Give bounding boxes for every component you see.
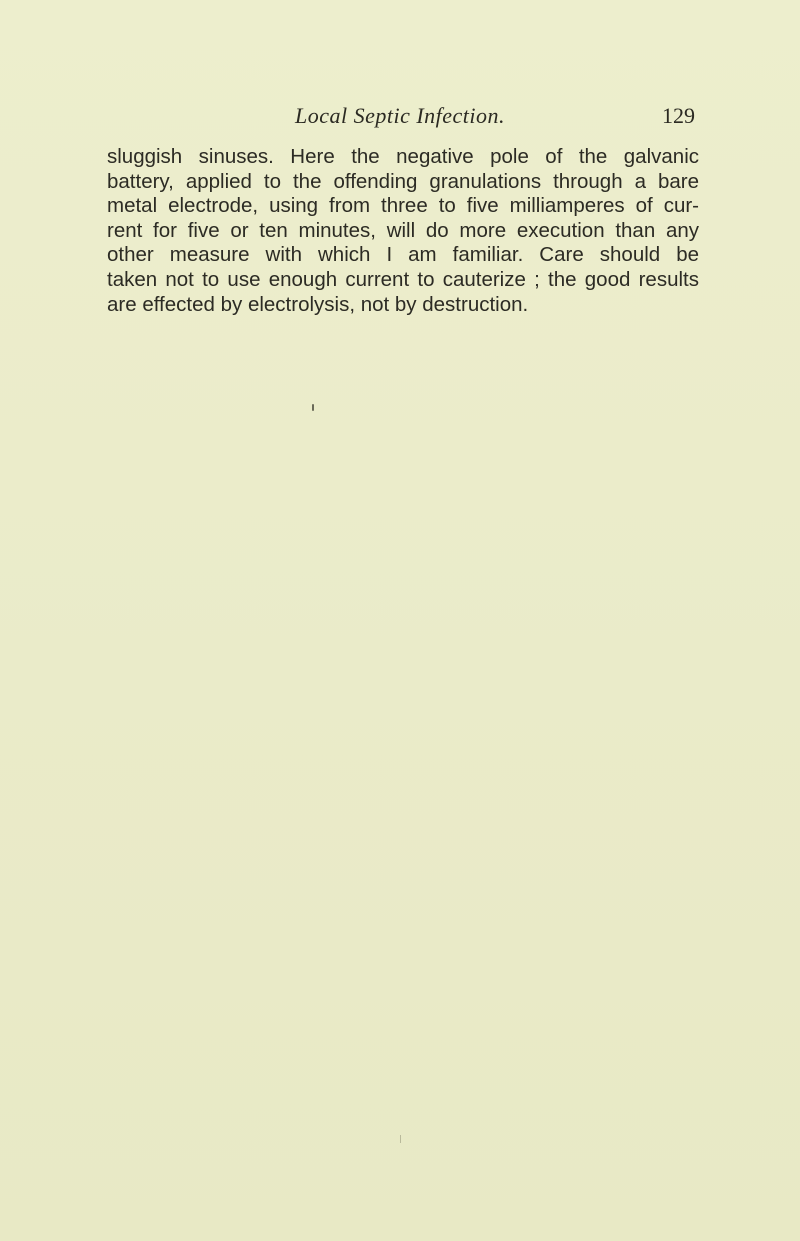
running-title: Local Septic Infection. <box>294 103 506 128</box>
text-line: other measure with which I am familiar. Care should be <box>107 243 699 267</box>
text-line: metal electrode, using from three to five milliamperes of cur- <box>107 194 699 218</box>
text-line: battery, applied to the offending granulations through a bare <box>107 169 699 193</box>
text-line: taken not to use enough current to cauterize ; the good results <box>107 267 699 291</box>
running-head <box>0 103 800 135</box>
body-paragraph <box>107 145 699 317</box>
paper-speck <box>400 1135 401 1143</box>
paper-speck <box>312 404 314 411</box>
text-line: sluggish sinuses. Here the negative pole of the galvanic <box>107 145 699 168</box>
page-number: 129 <box>662 103 695 128</box>
text-line: rent for five or ten minutes, will do more execution than any <box>107 218 699 242</box>
text-line: are effected by electrolysis, not by destruction. <box>107 292 529 316</box>
